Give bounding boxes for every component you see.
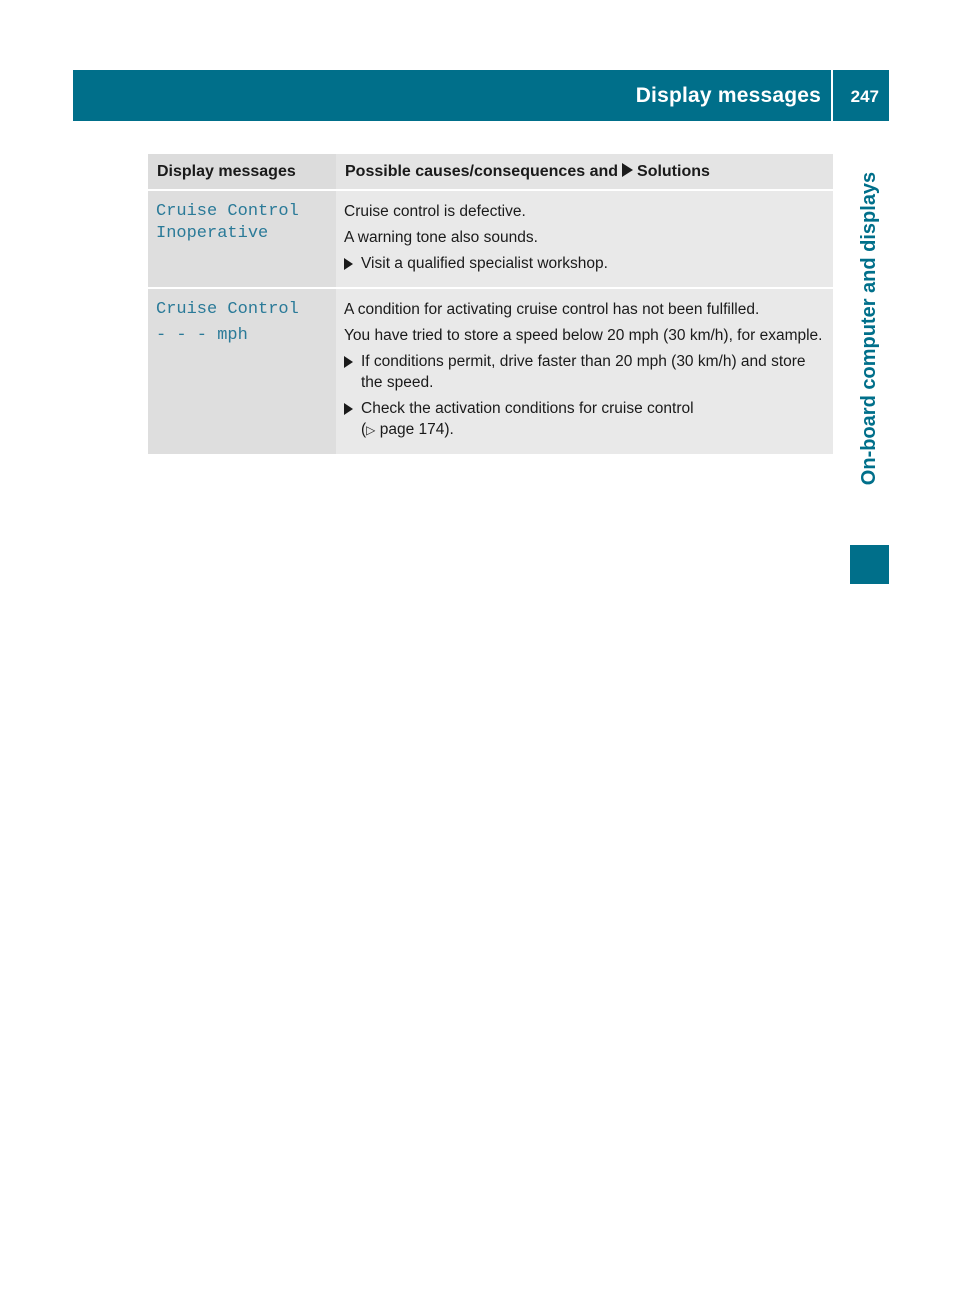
solution-step xyxy=(344,351,825,393)
solution-step xyxy=(344,253,825,274)
triangle-right-icon xyxy=(622,163,633,177)
step-arrow-icon xyxy=(344,258,353,270)
solution-step-text: Check the activation conditions for cruise control xyxy=(361,400,694,417)
solution-cell xyxy=(336,288,833,455)
solution-cell xyxy=(336,190,833,288)
step-arrow-icon xyxy=(344,356,353,368)
chapter-side-tab-label-wrap xyxy=(850,121,889,535)
column-header-solutions xyxy=(336,154,833,190)
table-row xyxy=(148,190,833,288)
step-arrow-icon xyxy=(344,403,353,415)
display-message-line: Cruise Control xyxy=(156,300,299,319)
page-ref-icon: ▷ xyxy=(366,423,376,437)
page-header-bar xyxy=(73,70,889,121)
display-messages-table xyxy=(148,154,833,456)
column-header-solutions-label: Solutions xyxy=(637,163,710,180)
display-message-line: Cruise Control xyxy=(156,202,299,221)
display-message-line: - - - mph xyxy=(156,326,248,345)
table-header-row xyxy=(148,154,833,190)
section-title: Display messages xyxy=(635,84,821,107)
header-divider xyxy=(831,70,833,121)
display-message-line: Inoperative xyxy=(156,224,269,243)
message-cell xyxy=(148,190,336,288)
solution-step-text: Visit a qualified specialist workshop. xyxy=(361,255,608,272)
page-reference-link[interactable]: page 174). xyxy=(375,421,454,438)
cause-text: A condition for activating cruise control has not been fulfilled. xyxy=(344,301,760,318)
chapter-marker-block xyxy=(850,545,889,584)
cause-text: A warning tone also sounds. xyxy=(344,229,538,246)
message-cell xyxy=(148,288,336,455)
table-row xyxy=(148,288,833,455)
page-number: 247 xyxy=(850,87,879,106)
solution-step xyxy=(344,398,825,441)
cause-text: Cruise control is defective. xyxy=(344,203,526,220)
solution-step-text: If conditions permit, drive faster than 20 mph (30 km/h) and store the speed. xyxy=(361,353,806,391)
cause-text: You have tried to store a speed below 20 mph (30 km/h), for example. xyxy=(344,327,823,344)
chapter-side-tab-label: On-board computer and displays xyxy=(858,171,881,485)
column-header-display-messages: Display messages xyxy=(148,154,336,190)
page-ref-open: ( xyxy=(361,421,367,438)
column-header-causes-label: Possible causes/consequences and xyxy=(345,163,619,180)
